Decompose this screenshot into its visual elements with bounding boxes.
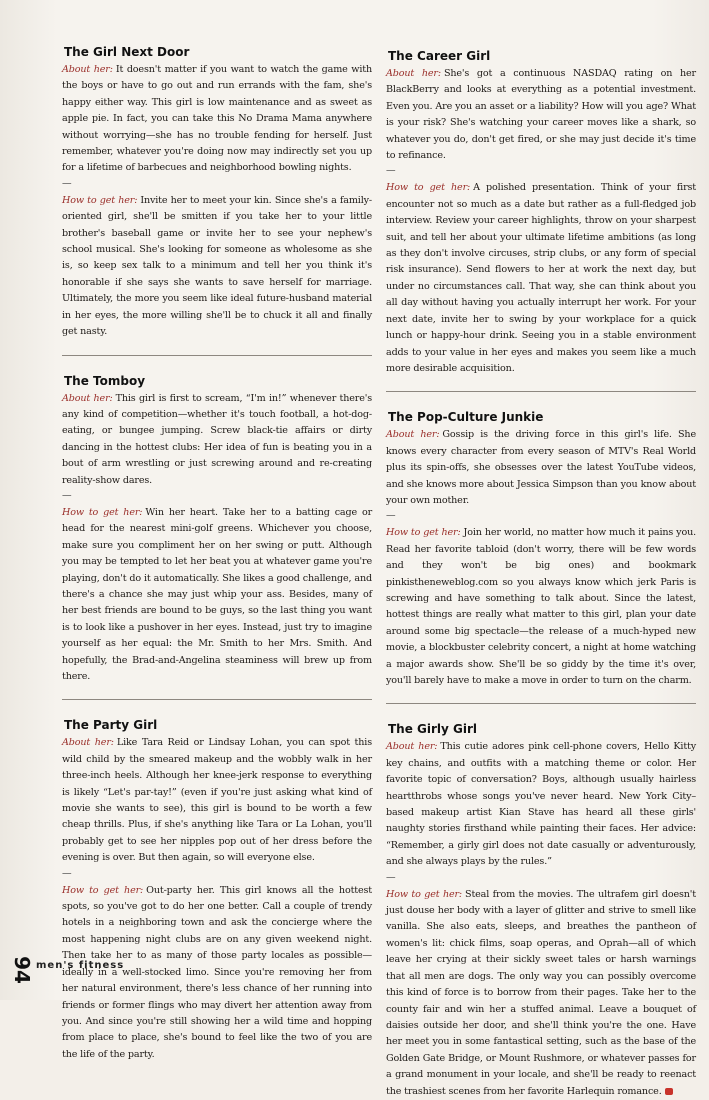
dash-separator: — — [62, 177, 72, 189]
right-column — [386, 48, 696, 1100]
about-text: This cutie adores pink cell-phone covers, Hello Kitty key chains, and outfits with a matching theme or color. Her favorite topic of conversation? Boys, although usually hairless heartthrobs whose songs you've never heard. New York City–based makeup artist Kian Stave has heard all these girls' naughty stories firsthand while painting their faces. Her advice: “Remember, a girly girl does not date casually or adventurously, and she always plays by the rules.” — [386, 741, 697, 868]
about-paragraph — [386, 739, 696, 870]
how-text: A polished presentation. Think of your first encounter not so much as a date but rather as a full-fledged job interview. Review your career highlights, throw on your sharpest suit, and tell her about your ultimate lifetime ambitions (as long as they don't involve circuses, strip clubs, or any form of special risk insurance). Send flowers to her at work the next day, but under no circumstances call. That way, she can think about you all day without having you actually interrupt her work. For your next date, invite her to swing by your workplace for a quick lunch or happy-hour drink. Seeing you in a stable environment adds to your value in her eyes and makes you seem like a much more desirable acquisition. — [386, 182, 697, 374]
about-label: About her: — [62, 392, 113, 404]
magazine-name — [36, 960, 124, 971]
how-text: Join her world, no matter how much it pains you. Read her favorite tabloid (don't worry, there will be few words and they won't be big ones) and bookmark pinkistheneweblog.com so you always know which jerk Paris is screwing and have something to talk about. Since the latest, hottest things are really what matter to this girl, plan your date around some big spectacle—the release of a much-hyped new movie, a blockbuster celebrity concert, a night at home watching a major awards show. She'll be so giddy by the time it's over, you'll barely have to make a move in order to turn on the charm. — [386, 527, 696, 686]
about-text: Gossip is the driving force in this girl's life. She knows every character from every season of MTV's Real World plus its spin-offs, she obsesses over the latest YouTube videos, and she knows more about Jessica Simpson than you know about your own mother. — [386, 429, 696, 506]
section-tomboy — [62, 373, 372, 686]
section-divider — [62, 355, 372, 356]
section-title: The Pop-Culture Junkie — [388, 410, 544, 425]
about-paragraph — [62, 62, 372, 177]
how-paragraph — [62, 193, 372, 341]
about-paragraph — [386, 66, 696, 164]
section-title: The Party Girl — [64, 718, 158, 733]
how-label: How to get her: — [386, 182, 471, 194]
end-of-article-icon — [665, 1088, 673, 1095]
page-number: 94 — [9, 956, 34, 984]
dash-separator: — — [386, 165, 396, 177]
about-label: About her: — [386, 68, 441, 79]
dash-separator: — — [62, 489, 72, 501]
dash-separator: — — [62, 867, 72, 879]
how-text: Out-party her. This girl knows all the hottest spots, so you've got to do her one better. Call a couple of trendy hotels in a neighboring town and ask the concierge where the most happening night clubs are on any given weekend night. Then take her to as many of those party locales as possible—ideally in a well-stocked limo. Since you're removing her from her natural environment, there's less chance of her running into friends or former flings who may divert her attention away from you. And since you're still showing her a wild time and hopping from place to place, she's bound to feel like the two of you are the life of the party. — [62, 884, 373, 1060]
section-pop-culture-junkie — [386, 409, 696, 689]
about-text: This girl is first to scream, “I'm in!” whenever there's any kind of competition—whether it's touch football, a hot-dog-eating, or bungee jumping. Screw black-tie affairs or dirty dancing in the hottest clubs: Her idea of fun is beating you in a bout of arm wrestling or just screwing around and re-creating reality-show dares. — [62, 392, 373, 486]
about-text: Like Tara Reid or Lindsay Lohan, you can spot this wild child by the smeared makeup and the wobbly walk in her three-inch heels. Although her knee-jerk response to everything is likely “Let's par-tay!” (even if you're just asking what kind of movie she wants to see), this girl is bound to be worth a few cheap thrills. Plus, if she's anything like Tara or La Lohan, you'll probably get to see her nipples pop out of her dress before the evening is over. But then again, so will everyone else. — [62, 737, 372, 864]
about-paragraph — [62, 735, 372, 866]
about-text: It doesn't matter if you want to watch the game with the boys or have to go out and run errands with the fam, she's happy either way. This girl is low maintenance and as sweet as apple pie. In fact, you can take this No Drama Mama anywhere without worrying—she has no trouble fending for herself. Just remember, whatever you're doing now may indirectly set you up for a lifetime of barbecues and neighborhood bowling nights. — [62, 64, 373, 174]
how-paragraph — [386, 525, 696, 689]
how-text: Steal from the movies. The ultrafem girl doesn't just douse her body with a layer of glitter and strive to smell like vanilla. She also eats, sleeps, and breathes the pantheon of women's lit: chick films, soap operas, and Oprah—all of which leave her crying at their sickly sweet tales or harsh warnings that all men are dogs. The only way you can possibly overcome this kind of force is to borrow from their pages. Take her to the county fair and win her a stuffed animal. Leave a bouquet of daisies outside her door, and she'll think you're the one. Have her meet you in some fantastical setting, such as the base of the Golden Gate Bridge, or Mount Rushmore, or whatever passes for a grand monument in your locale, and she'll be ready to reenact the trashiest scenes from her favorite Harlequin romance. — [386, 888, 696, 1097]
about-label: About her: — [62, 737, 114, 749]
section-divider — [62, 699, 372, 700]
section-title: The Girl Next Door — [64, 45, 190, 59]
page-folio — [9, 952, 184, 984]
how-text: Invite her to meet your kin. Since she's a family-oriented girl, she'll be smitten if you take her to your little brother's baseball game or invite her to see your nephew's school musical. She's looking for someone as wholesome as she is, so keep sex talk to a minimum and tell her you think it's honorable if she says she wants to save herself for marriage. Ultimately, the more you seem like ideal future-husband material in her eyes, the more willing she'll be to chuck it all and finally get nasty. — [62, 194, 373, 338]
dash-separator: — — [386, 510, 396, 522]
section-title: The Career Girl — [388, 49, 491, 63]
dash-separator: — — [386, 871, 396, 883]
magazine-name-text: men's fitness — [36, 960, 125, 971]
about-text: She's got a continuous NASDAQ rating on her BlackBerry and looks at everything as a potential investment. Even you. Are you an asset or a liability? How will you age? What is your risk? She's watching your career moves like a shark, so whatever you do, don't get fired, or she may just decide it's time to refinance. — [386, 68, 696, 162]
section-divider — [386, 391, 696, 392]
section-title: The Tomboy — [64, 373, 146, 388]
about-paragraph — [386, 427, 696, 509]
how-paragraph — [386, 180, 696, 377]
how-label: How to get her: — [62, 194, 138, 206]
how-paragraph — [386, 887, 696, 1100]
about-label: About her: — [386, 429, 440, 441]
about-label: About her: — [62, 64, 113, 75]
section-party-girl — [62, 717, 372, 1063]
how-label: How to get her: — [386, 888, 463, 900]
section-girly-girl — [386, 721, 696, 1100]
how-label: How to get her: — [62, 884, 144, 896]
how-text: Win her heart. Take her to a batting cage or head for the nearest mini-golf greens. Whichever you choose, make sure you compliment her on her swing or putt. Although you may be tempted to let her beat you at whatever game you're playing, don't do it automatically. She likes a good challenge, and there's a chance she may just whip your ass. Besides, many of her best friends are bound to be guys, so the last thing you want is to look like a pushover in her eyes. Instead, just try to imagine yourself as her equal: the Mr. Smith to her Mrs. Smith. And hopefully, the Brad-and-Angelina steaminess will brew up from there. — [62, 506, 373, 682]
left-column — [62, 44, 372, 1063]
about-paragraph — [62, 391, 372, 489]
section-career-girl — [386, 48, 696, 377]
about-label: About her: — [386, 741, 438, 753]
section-title: The Girly Girl — [388, 722, 478, 737]
how-label: How to get her: — [62, 506, 143, 518]
how-paragraph — [62, 505, 372, 685]
how-label: How to get her: — [386, 527, 461, 539]
section-divider — [386, 703, 696, 704]
section-girl-next-door — [62, 44, 372, 341]
